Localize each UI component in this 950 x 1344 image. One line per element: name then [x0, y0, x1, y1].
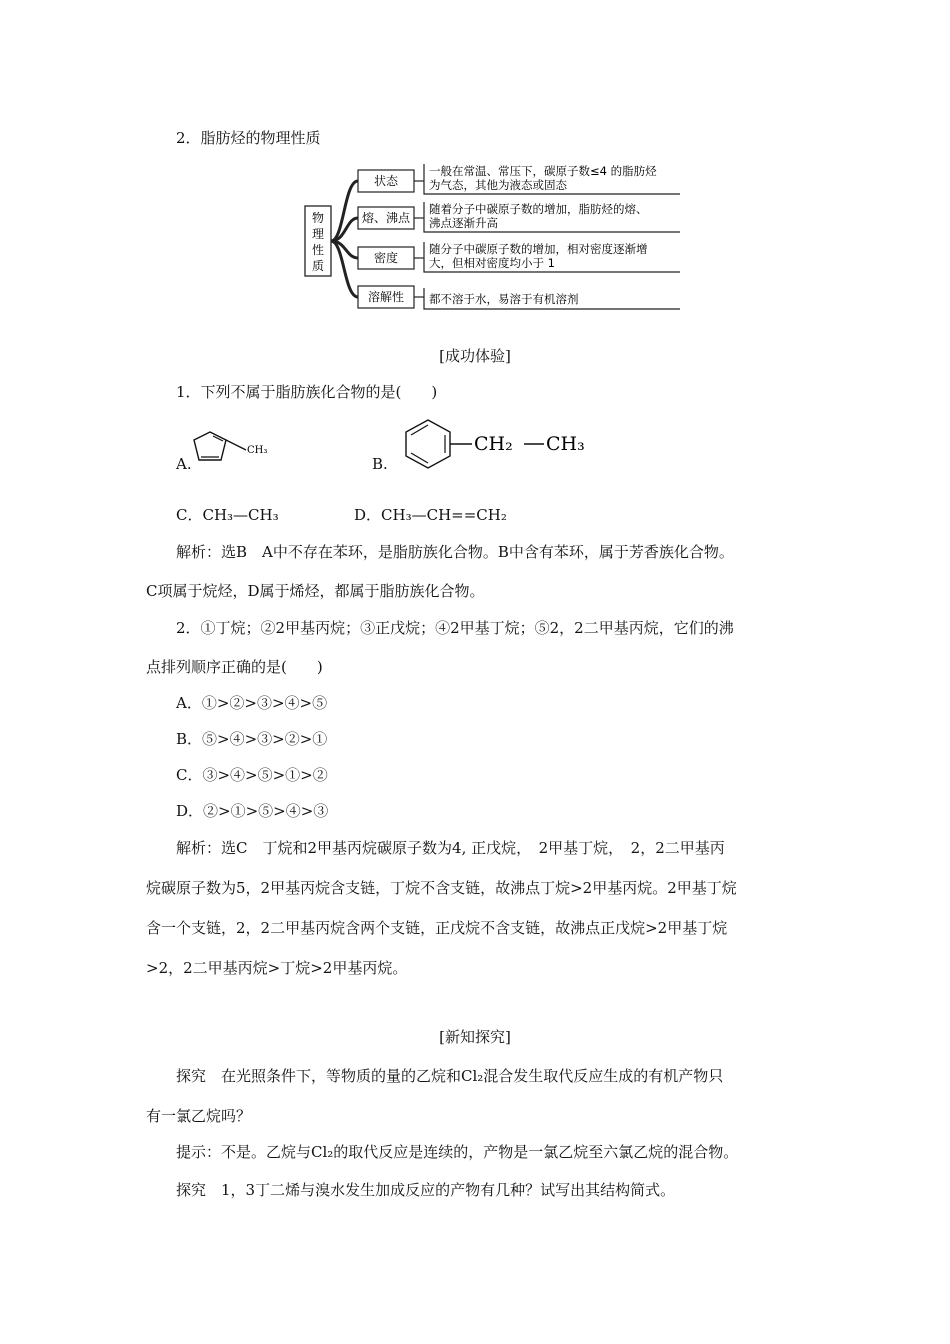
q1-analysis-1: 解析：选B A中不存在苯环，是脂肪族化合物。B中含有苯环，属于芳香族化合物。 — [176, 543, 734, 561]
desc-melting-2: 沸点逐渐升高 — [429, 216, 498, 230]
q2-option-c: C．③>④>⑤>①>② — [176, 766, 328, 784]
q1-option-b-label: B. — [372, 455, 388, 473]
branch-label-state: 状态 — [373, 174, 399, 188]
desc-density-1: 随分子中碳原子数的增加，相对密度逐渐增 — [429, 242, 648, 256]
root-label-1: 物 — [311, 211, 325, 225]
physical-properties-diagram — [304, 158, 688, 318]
q1-option-d: D．CH₃—CH==CH₂ — [354, 506, 507, 524]
q2-option-a: A．①>②>③>④>⑤ — [176, 694, 328, 712]
ch3-text: CH₃ — [546, 433, 585, 455]
desc-solubility-1: 都不溶于水，易溶于有机溶剂 — [429, 292, 579, 306]
branch-label-density: 密度 — [373, 251, 399, 265]
root-label-2: 理 — [311, 227, 325, 241]
explore-q1-1: 探究 在光照条件下，等物质的量的乙烷和Cl₂混合发生取代反应生成的有机产物只 — [176, 1067, 724, 1085]
explore-q1-2: 有一氯乙烷吗？ — [146, 1107, 252, 1125]
root-label-4: 质 — [311, 259, 325, 273]
section-title: 2．脂肪烃的物理性质 — [176, 129, 321, 147]
ch2-text: CH₂ — [474, 433, 513, 455]
desc-state-2: 为气态，其他为液态或固态 — [429, 178, 567, 192]
branch-label-solubility: 溶解性 — [367, 290, 405, 304]
q2-stem-1: 2．①丁烷；②2甲基丙烷；③正戊烷；④2甲基丁烷；⑤2，2二甲基丙烷，它们的沸 — [176, 619, 734, 637]
q2-stem-2: 点排列顺序正确的是( ) — [146, 658, 323, 676]
q2-analysis-2: 烷碳原子数为5，2甲基丙烷含支链，丁烷不含支链，故沸点丁烷>2甲基丙烷。2甲基丁烷 — [146, 879, 737, 897]
q2-analysis-3: 含一个支链，2，2二甲基丙烷含两个支链，正戊烷不含支链，故沸点正戊烷>2甲基丁烷 — [146, 919, 728, 937]
methylcyclopentadiene-structure — [190, 428, 290, 472]
explore-header: [新知探究] — [439, 1028, 511, 1046]
branch-label-melting: 熔、沸点 — [361, 211, 411, 225]
q1-analysis-2: C项属于烷烃，D属于烯烃，都属于脂肪族化合物。 — [146, 582, 485, 600]
desc-density-2: 大，但相对密度均小于 1 — [429, 256, 555, 270]
q2-option-d: D．②>①>⑤>④>③ — [176, 802, 329, 820]
q2-analysis-4: >2，2二甲基丙烷>丁烷>2甲基丙烷。 — [146, 959, 408, 977]
q1-option-a-label: A. — [176, 455, 192, 473]
ethylbenzene-structure — [400, 416, 600, 472]
methyl-text: CH₃ — [247, 445, 268, 456]
q1-option-c: C．CH₃—CH₃ — [176, 506, 279, 524]
desc-melting-1: 随着分子中碳原子数的增加，脂肪烃的熔、 — [429, 202, 648, 216]
explore-q2: 探究 1，3丁二烯与溴水发生加成反应的产物有几种？试写出其结构简式。 — [176, 1181, 676, 1199]
q2-option-b: B．⑤>④>③>②>① — [176, 730, 328, 748]
explore-hint: 提示：不是。乙烷与Cl₂的取代反应是连续的，产物是一氯乙烷至六氯乙烷的混合物。 — [176, 1143, 739, 1161]
desc-state-1: 一般在常温、常压下，碳原子数≤4 的脂肪烃 — [429, 164, 657, 178]
q1-stem: 1．下列不属于脂肪族化合物的是( ) — [176, 383, 438, 401]
success-header: [成功体验] — [439, 347, 511, 365]
q2-analysis-1: 解析：选C 丁烷和2甲基丙烷碳原子数为4, 正戊烷， 2甲基丁烷， 2，2二甲基丙 — [176, 839, 725, 857]
root-label-3: 性 — [311, 243, 325, 257]
